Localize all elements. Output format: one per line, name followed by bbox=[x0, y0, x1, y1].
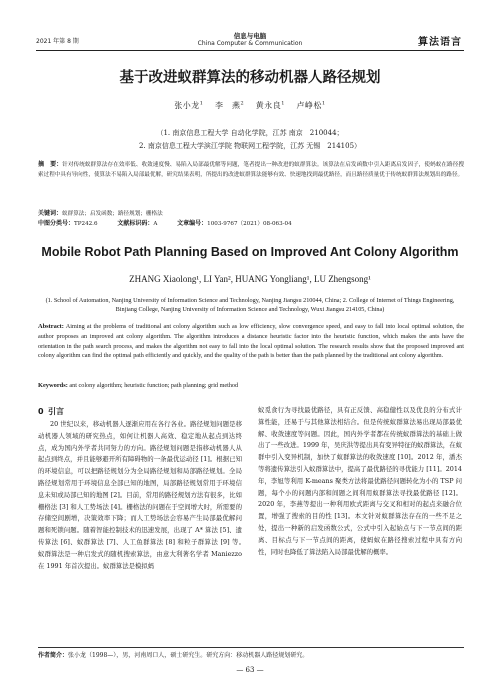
keywords-en-label: Keywords: bbox=[38, 382, 68, 389]
author-name: 李 燕 bbox=[215, 101, 241, 110]
author-sup: 1 bbox=[322, 100, 326, 107]
header-rule bbox=[36, 50, 464, 51]
abstract-cn bbox=[38, 160, 464, 180]
body-paragraph: 20 世纪以来，移动机器人逐渐应用在各行各业。路径规划问题是移动机器人领域的研究热点，如何让机器人高效、稳定地从起点到达终点，成为国内外学者共同努力的方向。路径规划问题是指移动机器人从起点到终点，并且能够避开所有障碍物的一条最优运动径 [1]。根据已知的环境信息，可以把路径规划分为全局路径规划和局部路径规划。全局路径规划常用于环境信息全部已知的地图，局部路径规划常用于环境信息未知或局部已知的地图 [2]。目前，常用的路径规划方法有很多，比如栅格法 [3] 和人工势场法 [4]。栅格法的问题在于空间增大时，所需要的存储空间剧增，决策效率下降；而人工势场法会容易产生局部最优解问题和死锁问题。随着智能控制技术的迅速发展，出现了 A* 算法 [5]、遗传算法 [6]、蚁群算法 [7]、人工鱼群算法 [8] 和粒子群算法 [9] 等。 蚁群算法是一种启发式的随机搜索算法，由意大利著名学者 Maniezzo 在 1991 年首次提出。蚁群算法是模拟蚂 bbox=[38, 420, 255, 570]
keywords-cn bbox=[38, 209, 464, 219]
paper-title-en: Mobile Robot Path Planning Based on Improved Ant Colony Algorithm bbox=[41, 245, 459, 259]
affiliation-en: (1. School of Automation, Nanjing University of Information Science and Technology, Nanjing Jiangsu 210044, China; 2. College of Internet of Things Engineering, Binjiang College, Nanjing University of Information Science and Technology, Wuxi Jiangsu 214105, China) bbox=[45, 297, 455, 313]
author-name: 张小龙 bbox=[174, 101, 200, 110]
affiliation-cn-1: （1. 南京信息工程大学 自动化学院，江苏 南京 210044； bbox=[156, 129, 344, 137]
authors-en: ZHANG Xiaolong¹, LI Yan², HUANG Yongliang¹, LU Zhengsong¹ bbox=[129, 274, 371, 284]
clc-label: 中图分类号： bbox=[38, 220, 75, 227]
keywords-en bbox=[38, 381, 464, 391]
author-sup: 2 bbox=[240, 100, 245, 107]
page-number: — 63 — bbox=[236, 666, 264, 674]
footnote-rule bbox=[38, 647, 464, 648]
doc-code-value: A bbox=[153, 221, 158, 227]
section-heading bbox=[38, 405, 242, 418]
keywords-en-text: ant colony algorithm; heuristic function; path planning; grid method bbox=[69, 382, 239, 389]
article-no-value: 1003-9767（2021）08-063-04 bbox=[207, 221, 292, 227]
category-label: 算法语言 bbox=[418, 37, 462, 48]
body-column-left bbox=[38, 405, 255, 572]
paper-title-cn: 基于改进蚁群算法的移动机器人路径规划 bbox=[119, 70, 381, 86]
doc-code-label: 文献标识码： bbox=[117, 220, 154, 227]
footnote-text: 张小龙（1998—），男，河南周口人，硕士研究生。研究方向：移动机器人路径规划研究。 bbox=[68, 652, 309, 659]
keywords-cn-label: 关键词： bbox=[38, 210, 63, 217]
article-no-label: 文章编号： bbox=[177, 220, 208, 227]
body-paragraph: 蚁觅食行为寻找最优路径，具有正反馈、高稳健性以及优良的分布式计算性能，还易于与其他算法相结合。但是传统蚁群算法易出现局部最优解、收敛速度等问题。因此，国内外学者都在传统蚁群算法的基础上做出了一些改进。1999 年，吴庆洪等提出具有变异特征的蚁群算法，在蚁群中引入变异机制，加快了蚁群算法的收敛速度 [10]。2012 年，潘杰等将遗传算法引入蚁群算法中，提高了最优路径的寻优能力 [11]。2014 年，李旭等利用 K-means 聚类方法将最优路径问题转化为小的 TSP 问题，每个小的问题内部和间题之间利用蚁群算法寻找最优路径 [12]。2020 年，李燕等提出一种利用欧式距离与交叉和相对的起点来融合位置，增强了搜索的目的性 [13]。本文针对蚁群算法存在的一些不足之处，提出一种新的启发函数公式，公式中引入起始点与下一节点间的距离、目标点与下一节点间的距离，使蚂蚁在路径搜索过程中具有方向性，同时也降低了算法陷入局部最优解的概率。 bbox=[258, 406, 462, 556]
author-footnote bbox=[38, 650, 464, 659]
journal-name-en: China Computer & Communication bbox=[197, 40, 303, 47]
abstract-cn-label: 摘 要： bbox=[38, 161, 63, 168]
journal-name-cn: 信息与电脑 bbox=[233, 32, 267, 40]
abstract-en-label: Abstract: bbox=[38, 323, 64, 330]
body-column-right bbox=[258, 405, 462, 558]
author-name: 卢峥松 bbox=[296, 101, 322, 110]
abstract-en-text: Aiming at the problems of traditional ant colony algorithm such as low efficiency, slow convergence speed, and easy to fall into local optimal solution, the author proposes an improved ant colony algorithm. The algorithm introduces a distance heuristic factor into the heuristic function, which makes the ants have the orientation in the path search process, and makes the algorithm not easy to fall into the local optimal solution. The research results show that the proposed improved ant colony algorithm can find the optimal path efficiently and quickly, and the quality of the path is better than the path planned by the traditional ant colony algorithm. bbox=[38, 323, 464, 360]
clc-value: TP242.6 bbox=[74, 221, 98, 227]
authors-cn bbox=[0, 100, 500, 111]
abstract-cn-text: 针对传统蚁群算法存在效率低、收敛速度慢、易陷入局部最优解等问题，笔者提出一种改进的蚁群算法。该算法在启发函数中引入距离启发因子，使蚂蚁在路径搜索过程中具有导向性，使算法不易陷入局部最优解，研究结果表明，所提出的改进蚁群算法能够有效、快速地找到最优路径，而且路径质量优于传统蚁群算法规划出的路径。 bbox=[38, 162, 464, 178]
section-number: 0 bbox=[38, 407, 44, 416]
keywords-cn-text: 蚁群算法；启发函数；路径规划；栅格法 bbox=[62, 211, 163, 217]
section-title: 引言 bbox=[48, 407, 64, 416]
author-sup: 1 bbox=[281, 100, 285, 107]
abstract-en bbox=[38, 322, 464, 361]
footnote-label: 作者简介： bbox=[38, 652, 69, 659]
author-name: 黄永良 bbox=[255, 101, 282, 110]
classification-cn bbox=[38, 219, 464, 229]
affiliation-cn-2: 2. 南京信息工程大学滨江学院 物联网工程学院，江苏 无锡 214105） bbox=[138, 142, 362, 150]
issue-label: 2021 年第 8 期 bbox=[36, 38, 79, 45]
author-sup: 1 bbox=[199, 100, 204, 107]
page-header bbox=[0, 0, 500, 50]
